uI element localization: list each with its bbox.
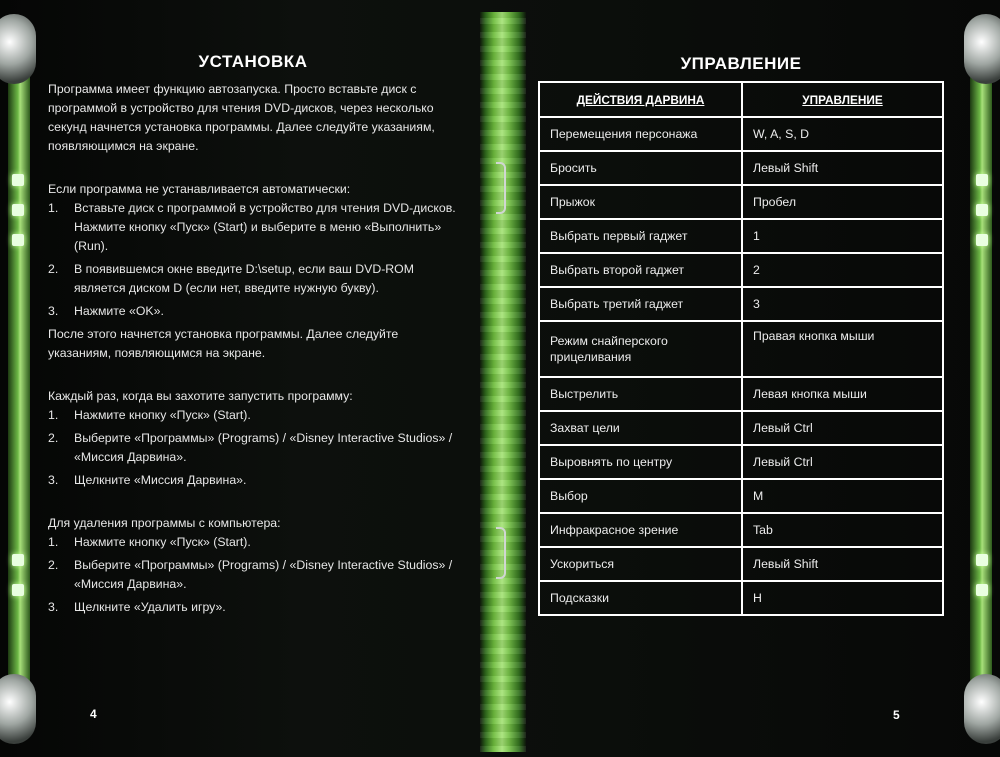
run-heading: Каждый раз, когда вы захотите запустить программу: [48, 389, 353, 403]
chrome-cap-icon [0, 674, 36, 744]
action-cell: Выстрелить [539, 377, 742, 411]
uninstall-heading: Для удаления программы с компьютера: [48, 516, 281, 530]
control-cell: Tab [742, 513, 943, 547]
control-cell: W, A, S, D [742, 117, 943, 151]
staple-icon [496, 527, 506, 579]
manual-install-heading: Если программа не устанавливается автоматически: [48, 182, 351, 196]
action-cell: Бросить [539, 151, 742, 185]
table-header-row [539, 82, 943, 117]
uninstall-steps [48, 533, 458, 617]
chrome-cap-icon [964, 14, 1000, 84]
table-row [539, 547, 943, 581]
run-steps [48, 406, 458, 490]
chrome-cap-icon [0, 14, 36, 84]
left-decor-bar [0, 14, 38, 744]
control-cell: Левый Shift [742, 151, 943, 185]
page-title: УСТАНОВКА [198, 52, 308, 71]
controls-title: УПРАВЛЕНИЕ [680, 54, 802, 73]
table-row [539, 185, 943, 219]
list-item: 3. Нажмите «OK». [48, 304, 164, 318]
control-cell: 2 [742, 253, 943, 287]
action-cell: Режим снайперского прицеливания [539, 321, 742, 377]
list-item: 1. Нажмите кнопку «Пуск» (Start). [48, 535, 251, 549]
action-cell: Инфракрасное зрение [539, 513, 742, 547]
action-cell: Выровнять по центру [539, 445, 742, 479]
action-cell: Перемещения персонажа [539, 117, 742, 151]
action-cell: Выбрать второй гаджет [539, 253, 742, 287]
control-cell: Левый Ctrl [742, 411, 943, 445]
table-row [539, 151, 943, 185]
right-decor-bar [962, 14, 1000, 744]
table-row [539, 581, 943, 615]
column-header-control: УПРАВЛЕНИЕ [742, 82, 943, 117]
column-header-action: ДЕЙСТВИЯ ДАРВИНА [539, 82, 742, 117]
control-cell: H [742, 581, 943, 615]
list-item: 1. Вставьте диск с программой в устройство для чтения DVD-дисков. Нажмите кнопку «Пуск» (Start) и выберите в меню «Выполнить» (Run). [48, 201, 456, 253]
table-row [539, 287, 943, 321]
manual-install-after: После этого начнется установка программы. Далее следуйте указаниям, появляющимся на экране. [48, 327, 399, 360]
list-item: 2. Выберите «Программы» (Programs) / «Disney Interactive Studios» / «Миссия Дарвина». [48, 558, 453, 591]
control-cell: Пробел [742, 185, 943, 219]
list-item: 3. Щелкните «Миссия Дарвина». [48, 473, 247, 487]
table-row [539, 253, 943, 287]
table-row [539, 411, 943, 445]
table-row [539, 321, 943, 377]
control-cell: Левый Ctrl [742, 445, 943, 479]
list-item: 2. В появившемся окне введите D:\setup, если ваш DVD-ROM является диском D (если нет, введите нужную букву). [48, 262, 414, 295]
control-cell: 1 [742, 219, 943, 253]
chrome-cap-icon [964, 674, 1000, 744]
action-cell: Прыжок [539, 185, 742, 219]
control-cell: Левая кнопка мыши [742, 377, 943, 411]
action-cell: Захват цели [539, 411, 742, 445]
control-cell: 3 [742, 287, 943, 321]
table-row [539, 117, 943, 151]
intro-paragraph: Программа имеет функцию автозапуска. Просто вставьте диск с программой в устройство для чтения DVD-дисков, через несколько секунд начнется установка программы. Далее следуйте указаниям, появляющимся на экране. [48, 82, 435, 153]
table-row [539, 513, 943, 547]
book-spine [480, 12, 526, 752]
table-row [539, 445, 943, 479]
manual-install-steps [48, 199, 458, 321]
page-number: 4 [90, 707, 97, 721]
table-row [539, 479, 943, 513]
list-item: 2. Выберите «Программы» (Programs) / «Disney Interactive Studios» / «Миссия Дарвина». [48, 431, 453, 464]
list-item: 1. Нажмите кнопку «Пуск» (Start). [48, 408, 251, 422]
action-cell: Выбрать третий гаджет [539, 287, 742, 321]
staple-icon [496, 162, 506, 214]
table-row [539, 219, 943, 253]
page-number: 5 [893, 708, 900, 722]
table-row [539, 377, 943, 411]
control-cell: M [742, 479, 943, 513]
list-item: 3. Щелкните «Удалить игру». [48, 600, 226, 614]
installation-section [48, 52, 458, 621]
controls-table [538, 81, 944, 616]
action-cell: Выбор [539, 479, 742, 513]
action-cell: Ускориться [539, 547, 742, 581]
control-cell: Правая кнопка мыши [742, 321, 943, 377]
control-cell: Левый Shift [742, 547, 943, 581]
action-cell: Выбрать первый гаджет [539, 219, 742, 253]
action-cell: Подсказки [539, 581, 742, 615]
